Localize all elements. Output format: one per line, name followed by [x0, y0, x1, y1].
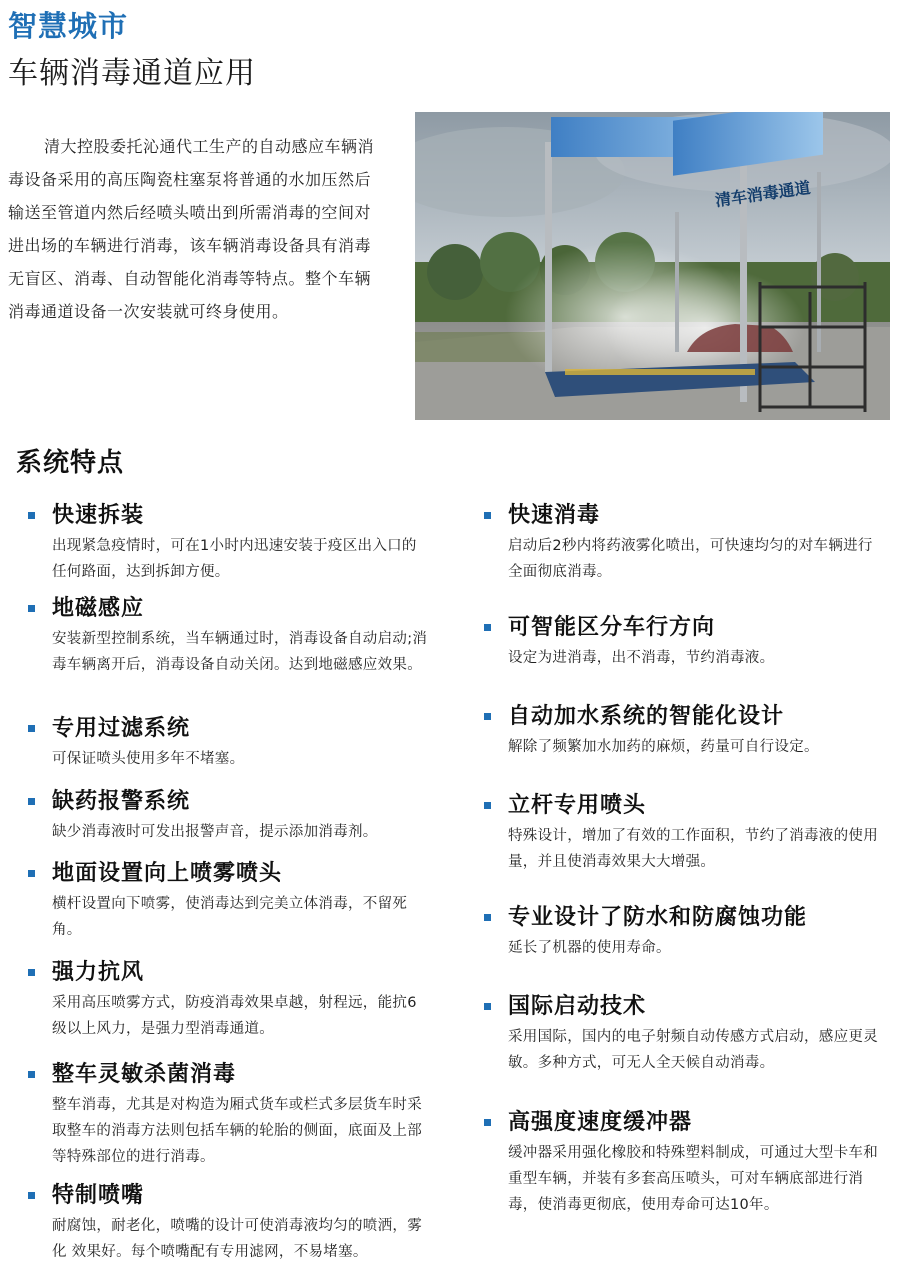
- feature-desc: 横杆设置向下喷雾，使消毒达到完美立体消毒，不留死角。: [52, 896, 408, 938]
- feature-item: [484, 501, 884, 585]
- feature-title: 地磁感应: [52, 596, 145, 621]
- bullet-icon: [28, 1071, 35, 1078]
- intro-paragraph: 清大控股委托沁通代工生产的自动感应车辆消毒设备采用的高压陶瓷柱塞泵将普通的水加压然后输送至管道内然后经喷头喷出到所需消毒的空间对进出场的车辆进行消毒，该车辆消毒设备具有消毒无盲区、消毒、自动智能化消毒等特点。整个车辆消毒通道设备一次安装就可终身使用。: [8, 137, 375, 321]
- feature-desc: 缺少消毒液时可发出报警声音，提示添加消毒剂。: [52, 824, 378, 840]
- feature-title: 缺药报警系统: [52, 789, 191, 814]
- feature-item: [484, 903, 884, 961]
- bullet-icon: [484, 802, 491, 809]
- feature-title: 整车灵敏杀菌消毒: [52, 1062, 237, 1087]
- feature-desc: 整车消毒，尤其是对构造为厢式货车或栏式多层货车时采取整车的消毒方法则包括车辆的轮胎的侧面，底面及上部等特殊部位的进行消毒。: [52, 1097, 422, 1165]
- feature-title: 高强度速度缓冲器: [508, 1110, 693, 1135]
- feature-title: 专用过滤系统: [52, 716, 191, 741]
- feature-item: [28, 787, 428, 845]
- bullet-icon: [28, 798, 35, 805]
- page-subtitle: 车辆消毒通道应用: [8, 56, 256, 91]
- gate-sign-text: 清车消毒通道: [713, 177, 812, 211]
- feature-desc: 采用高压喷雾方式，防疫消毒效果卓越，射程远，能抗6级以上风力，是强力型消毒通道。: [52, 995, 417, 1037]
- feature-title: 快速拆装: [52, 503, 145, 528]
- feature-desc: 耐腐蚀，耐老化，喷嘴的设计可使消毒液均匀的喷洒，雾化 效果好。每个喷嘴配有专用滤网，不易堵塞。: [52, 1218, 422, 1260]
- feature-title: 特制喷嘴: [52, 1183, 145, 1208]
- feature-item: [28, 958, 428, 1042]
- brand-title: 智慧城市: [8, 9, 129, 43]
- feature-desc: 延长了机器的使用寿命。: [508, 940, 671, 956]
- feature-item: [28, 594, 428, 678]
- bullet-icon: [28, 969, 35, 976]
- feature-title: 自动加水系统的智能化设计: [508, 704, 785, 729]
- feature-desc: 特殊设计，增加了有效的工作面积，节约了消毒液的使用量，并且使消毒效果大大增强。: [508, 828, 878, 870]
- feature-item: [28, 859, 428, 943]
- feature-desc: 解除了频繁加水加药的麻烦，药量可自行设定。: [508, 739, 819, 755]
- feature-item: [484, 702, 884, 760]
- bullet-icon: [484, 1003, 491, 1010]
- feature-title: 国际启动技术: [508, 994, 647, 1019]
- feature-title: 可智能区分车行方向: [508, 615, 716, 640]
- feature-item: [28, 1181, 428, 1265]
- bullet-icon: [484, 1119, 491, 1126]
- feature-desc: 缓冲器采用强化橡胶和特殊塑料制成，可通过大型卡车和重型车辆，并装有多套高压喷头，可对车辆底部进行消毒，使消毒更彻底，使用寿命可达10年。: [508, 1145, 878, 1213]
- bullet-icon: [484, 713, 491, 720]
- disinfection-gate-photo: [415, 112, 890, 420]
- section-title: 系统特点: [16, 448, 125, 478]
- feature-desc: 采用国际，国内的电子射频自动传感方式启动，感应更灵敏。多种方式，可无人全天候自动消毒。: [508, 1029, 878, 1071]
- feature-item: [28, 501, 428, 585]
- feature-desc: 出现紧急疫情时，可在1小时内迅速安装于疫区出入口的任何路面，达到拆卸方便。: [52, 538, 417, 580]
- bullet-icon: [484, 624, 491, 631]
- feature-title: 专业设计了防水和防腐蚀功能: [508, 905, 808, 930]
- feature-desc: 启动后2秒内将药液雾化喷出，可快速均匀的对车辆进行全面彻底消毒。: [508, 538, 873, 580]
- feature-desc: 设定为进消毒，出不消毒，节约消毒液。: [508, 650, 775, 666]
- feature-item: [484, 1108, 884, 1218]
- feature-title: 地面设置向上喷雾喷头: [52, 861, 283, 886]
- feature-title: 强力抗风: [52, 960, 145, 985]
- feature-item: [28, 714, 428, 772]
- feature-item: [484, 613, 884, 671]
- feature-item: [484, 791, 884, 875]
- bullet-icon: [484, 512, 491, 519]
- bullet-icon: [28, 512, 35, 519]
- feature-title: 快速消毒: [508, 503, 601, 528]
- feature-title: 立杆专用喷头: [508, 793, 647, 818]
- bullet-icon: [484, 914, 491, 921]
- feature-item: [28, 1060, 428, 1170]
- bullet-icon: [28, 605, 35, 612]
- feature-item: [484, 992, 884, 1076]
- feature-desc: 安装新型控制系统，当车辆通过时，消毒设备自动启动;消毒车辆离开后，消毒设备自动关闭。达到地磁感应效果。: [52, 631, 428, 673]
- feature-desc: 可保证喷头使用多年不堵塞。: [52, 751, 245, 767]
- bullet-icon: [28, 725, 35, 732]
- bullet-icon: [28, 1192, 35, 1199]
- bullet-icon: [28, 870, 35, 877]
